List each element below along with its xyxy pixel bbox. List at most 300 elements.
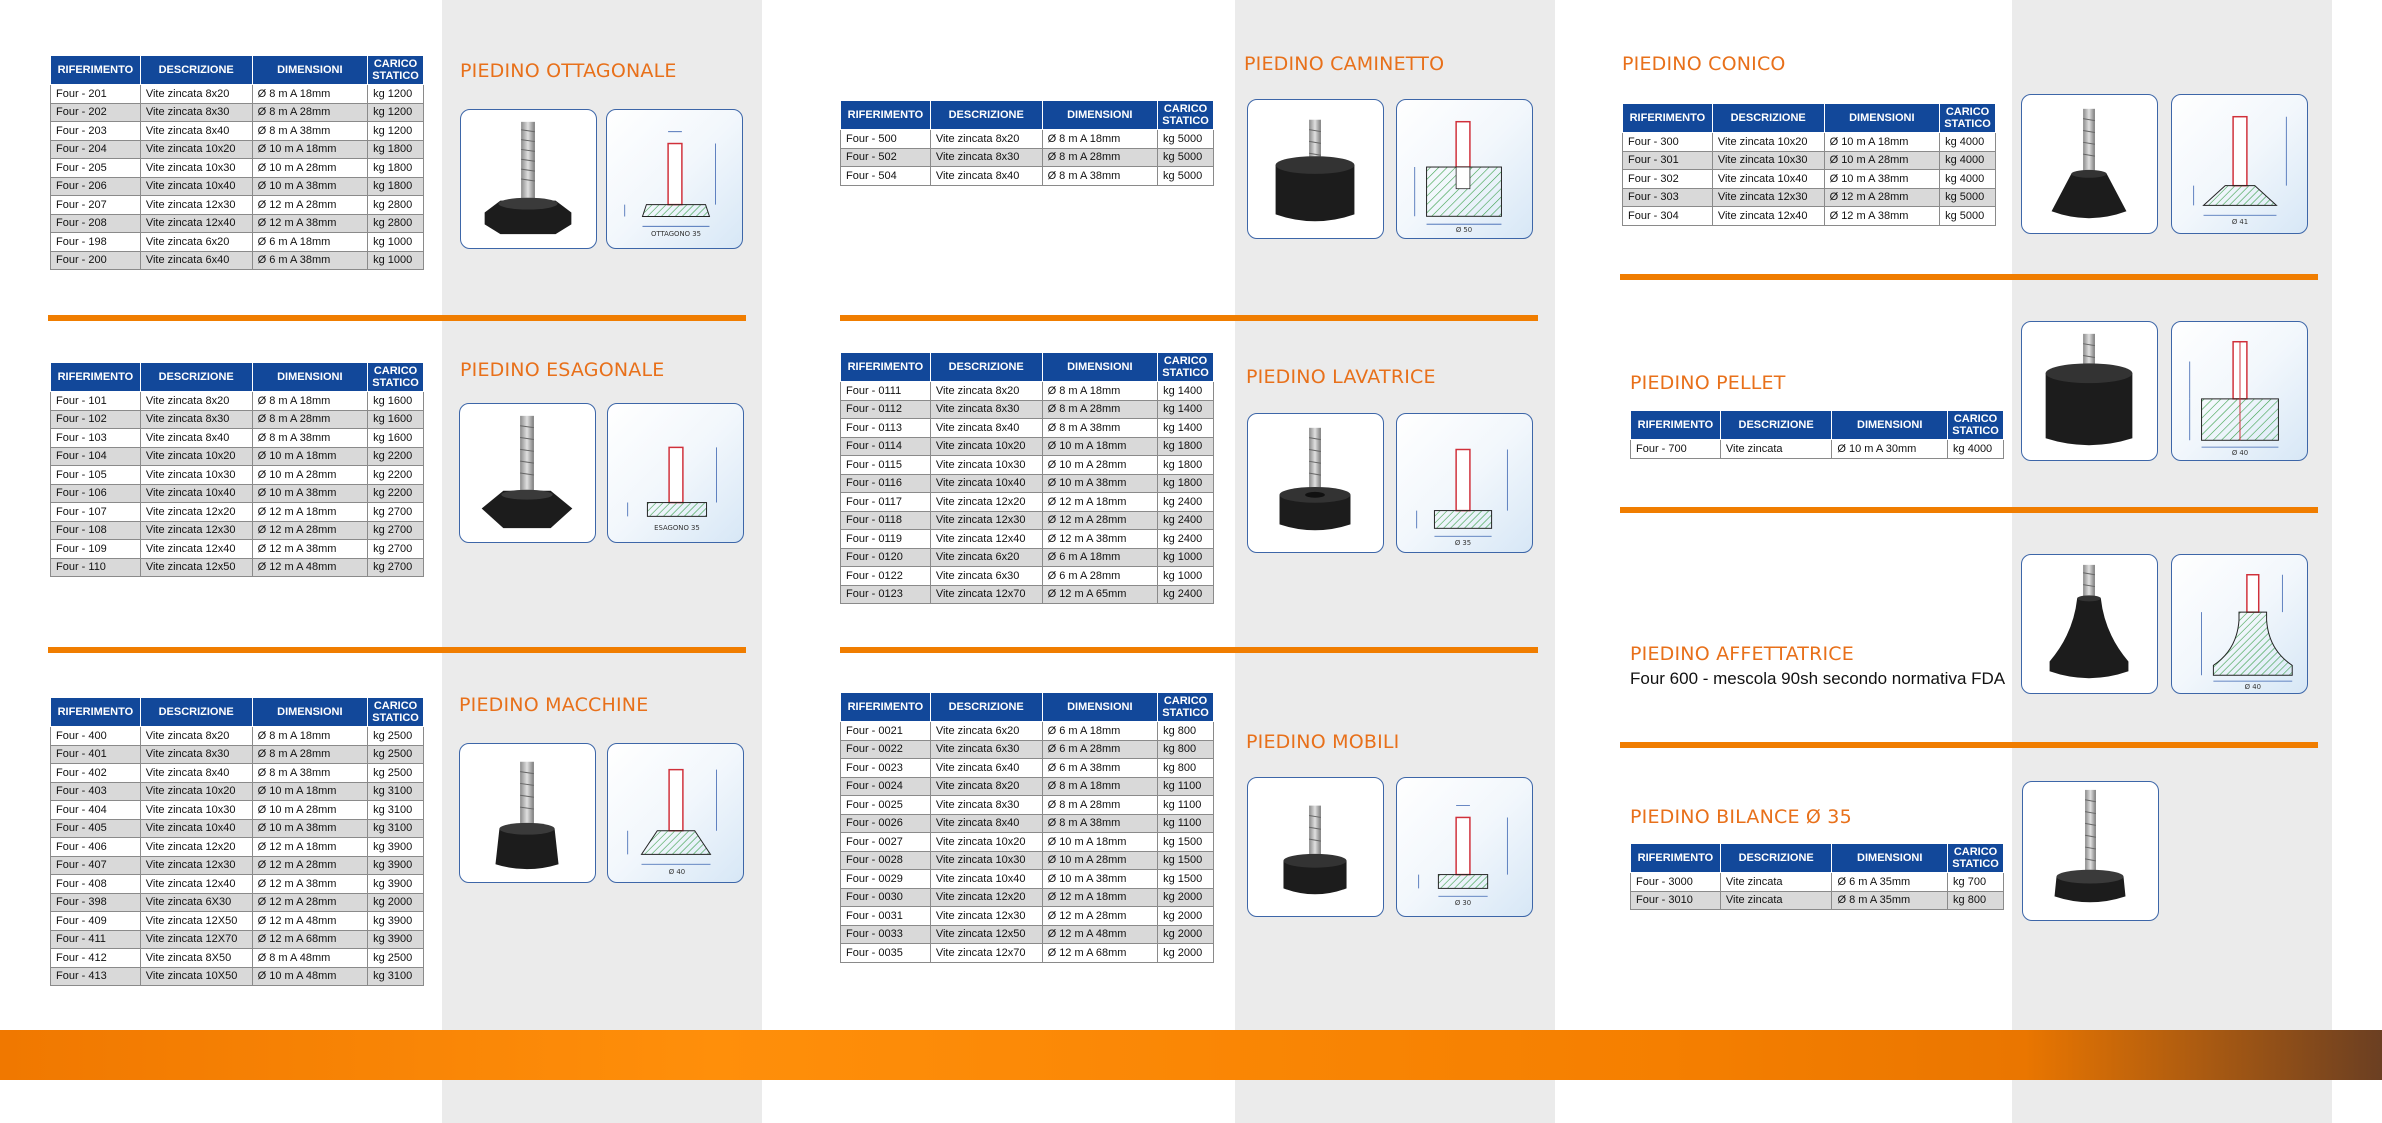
cell-dimensioni: Ø 8 m A 18mm [252,85,367,104]
table-row [51,503,424,522]
cell-descrizione: Vite zincata [1720,891,1832,910]
title-macchine: PIEDINO MACCHINE [459,694,649,716]
cell-carico: kg 2400 [1158,585,1214,604]
cell-dimensioni: Ø 8 m A 28mm [1042,148,1157,167]
cell-dimensioni: Ø 8 m A 38mm [1042,167,1157,186]
cell-riferimento: Four - 403 [51,782,141,801]
cell-dimensioni: Ø 12 m A 18mm [1042,888,1157,907]
header-descrizione: DESCRIZIONE [930,101,1042,130]
table-row [841,567,1214,586]
cell-riferimento: Four - 207 [51,196,141,215]
cell-dimensioni: Ø 8 m A 18mm [1042,777,1157,796]
cell-carico: kg 1500 [1158,851,1214,870]
cell-riferimento: Four - 200 [51,251,141,270]
title-bilance: PIEDINO BILANCE Ø 35 [1630,806,1852,828]
cell-riferimento: Four - 0031 [841,907,931,926]
table-row [841,130,1214,149]
table-row [51,782,424,801]
cell-carico: kg 3900 [368,838,424,857]
cell-riferimento: Four - 0117 [841,493,931,512]
table-row [51,159,424,178]
cell-descrizione: Vite zincata 10x40 [930,870,1042,889]
table-row [51,521,424,540]
cell-riferimento: Four - 0021 [841,722,931,741]
cell-dimensioni: Ø 10 m A 28mm [252,466,367,485]
cell-descrizione: Vite zincata 10x40 [140,819,252,838]
cell-carico: kg 2200 [368,466,424,485]
cell-carico: kg 1200 [368,103,424,122]
separator [1620,742,2318,748]
cell-dimensioni: Ø 12 m A 48mm [252,912,367,931]
title-affettatrice: PIEDINO AFFETTATRICE [1630,643,1854,665]
drawing-label-esagonale: ESAGONO 35 [654,524,700,533]
table-row [841,511,1214,530]
cell-dimensioni: Ø 10 m A 28mm [1042,851,1157,870]
header-dimensioni: DIMENSIONI [252,698,367,727]
table-row [51,233,424,252]
table-row [841,796,1214,815]
table-row [51,912,424,931]
cell-descrizione: Vite zincata 10x40 [930,474,1042,493]
table-row [841,740,1214,759]
title-esagonale: PIEDINO ESAGONALE [460,359,665,381]
cell-carico: kg 1600 [368,392,424,411]
bottom-orange-band [0,1030,2382,1080]
cell-descrizione: Vite zincata 10x30 [140,466,252,485]
table-row [51,558,424,577]
cell-descrizione: Vite zincata 8x30 [930,148,1042,167]
table-row [841,419,1214,438]
cell-descrizione: Vite zincata 8x40 [930,167,1042,186]
cell-riferimento: Four - 0123 [841,585,931,604]
table-row [51,819,424,838]
cell-carico: kg 3900 [368,875,424,894]
cell-dimensioni: Ø 12 m A 28mm [252,856,367,875]
cell-descrizione: Vite zincata 8X50 [140,949,252,968]
table-row [51,875,424,894]
photo-bilance [2022,781,2159,921]
cell-carico: kg 2000 [1158,925,1214,944]
cell-dimensioni: Ø 10 m A 18mm [1824,133,1939,152]
table-row [841,759,1214,778]
cell-riferimento: Four - 105 [51,466,141,485]
cell-carico: kg 4000 [1940,133,1996,152]
cell-riferimento: Four - 0029 [841,870,931,889]
header-descrizione: DESCRIZIONE [140,56,252,85]
drawing-macchine [607,743,744,883]
cell-dimensioni: Ø 12 m A 38mm [252,214,367,233]
cell-dimensioni: Ø 6 m A 18mm [1042,722,1157,741]
table-pellet [1630,410,2004,459]
cell-riferimento: Four - 0023 [841,759,931,778]
drawing-label-ottagonale: OTTAGONO 35 [650,230,701,239]
cell-riferimento: Four - 0027 [841,833,931,852]
cell-riferimento: Four - 206 [51,177,141,196]
cell-carico: kg 800 [1158,759,1214,778]
drawing-esagonale [607,403,744,543]
cell-dimensioni: Ø 12 m A 28mm [1824,188,1939,207]
photo-ottagonale [460,109,597,249]
cell-riferimento: Four - 201 [51,85,141,104]
cell-riferimento: Four - 203 [51,122,141,141]
cell-descrizione: Vite zincata 12x20 [930,493,1042,512]
cell-descrizione: Vite zincata 12x20 [140,838,252,857]
cell-riferimento: Four - 409 [51,912,141,931]
table-row [51,122,424,141]
cell-dimensioni: Ø 10 m A 30mm [1832,440,1948,459]
cell-dimensioni: Ø 8 m A 18mm [1042,130,1157,149]
cell-riferimento: Four - 104 [51,447,141,466]
cell-dimensioni: Ø 12 m A 28mm [252,893,367,912]
cell-riferimento: Four - 411 [51,930,141,949]
cell-riferimento: Four - 0119 [841,530,931,549]
cell-carico: kg 1800 [1158,456,1214,475]
cell-riferimento: Four - 700 [1631,440,1721,459]
table-row [51,764,424,783]
cell-dimensioni: Ø 8 m A 28mm [1042,400,1157,419]
cell-descrizione: Vite zincata 10x20 [140,782,252,801]
cell-dimensioni: Ø 6 m A 18mm [252,233,367,252]
cell-riferimento: Four - 408 [51,875,141,894]
cell-carico: kg 1100 [1158,814,1214,833]
cell-riferimento: Four - 406 [51,838,141,857]
cell-carico: kg 5000 [1158,148,1214,167]
header-dimensioni: DIMENSIONI [252,363,367,392]
table-row [51,214,424,233]
table-row [841,870,1214,889]
header-carico-statico: CARICO STATICO [1948,844,2004,873]
cell-dimensioni: Ø 12 m A 28mm [252,196,367,215]
cell-dimensioni: Ø 10 m A 48mm [252,967,367,986]
table-lavatrice [840,352,1214,604]
cell-carico: kg 1200 [368,122,424,141]
table-row [51,745,424,764]
cell-carico: kg 1500 [1158,833,1214,852]
cell-carico: kg 2800 [368,196,424,215]
header-descrizione: DESCRIZIONE [140,698,252,727]
cell-dimensioni: Ø 12 m A 28mm [1042,907,1157,926]
cell-descrizione: Vite zincata 6x20 [930,548,1042,567]
table-row [1623,170,1996,189]
header-riferimento: RIFERIMENTO [51,56,141,85]
cell-dimensioni: Ø 8 m A 38mm [252,764,367,783]
header-carico-statico: CARICO STATICO [368,363,424,392]
separator [48,315,746,321]
table-row [841,585,1214,604]
separator [48,647,746,653]
cell-dimensioni: Ø 10 m A 38mm [252,484,367,503]
cell-descrizione: Vite zincata 8x40 [930,814,1042,833]
cell-carico: kg 2700 [368,540,424,559]
table-row [841,814,1214,833]
header-carico-statico: CARICO STATICO [1948,411,2004,440]
cell-descrizione: Vite zincata 8x40 [140,764,252,783]
cell-descrizione: Vite zincata 12x20 [140,503,252,522]
table-row [1623,207,1996,226]
table-row [1631,440,2004,459]
header-dimensioni: DIMENSIONI [1832,411,1948,440]
cell-riferimento: Four - 303 [1623,188,1713,207]
cell-descrizione: Vite zincata 12x40 [930,530,1042,549]
cell-riferimento: Four - 3010 [1631,891,1721,910]
cell-descrizione: Vite zincata 12x20 [930,888,1042,907]
cell-carico: kg 5000 [1158,130,1214,149]
cell-carico: kg 2400 [1158,511,1214,530]
table-row [841,400,1214,419]
cell-carico: kg 2500 [368,764,424,783]
cell-riferimento: Four - 504 [841,167,931,186]
cell-carico: kg 1800 [368,140,424,159]
title-mobili: PIEDINO MOBILI [1246,731,1400,753]
cell-carico: kg 800 [1158,722,1214,741]
table-row [51,429,424,448]
header-carico-statico: CARICO STATICO [1158,353,1214,382]
cell-descrizione: Vite zincata 10x20 [1712,133,1824,152]
cell-carico: kg 3100 [368,782,424,801]
drawing-label-affettatrice: Ø 40 [2244,683,2261,692]
cell-carico: kg 4000 [1948,440,2004,459]
table-row [841,530,1214,549]
cell-dimensioni: Ø 8 m A 35mm [1832,891,1948,910]
cell-carico: kg 1500 [1158,870,1214,889]
cell-descrizione: Vite zincata [1720,873,1832,892]
cell-carico: kg 5000 [1158,167,1214,186]
cell-descrizione: Vite zincata 12X70 [140,930,252,949]
table-row [841,851,1214,870]
cell-riferimento: Four - 502 [841,148,931,167]
cell-dimensioni: Ø 12 m A 18mm [252,838,367,857]
cell-carico: kg 2500 [368,745,424,764]
drawing-lavatrice [1396,413,1533,553]
cell-carico: kg 2200 [368,447,424,466]
cell-carico: kg 3100 [368,819,424,838]
drawing-label-mobili: Ø 30 [1454,899,1472,908]
header-carico-statico: CARICO STATICO [368,698,424,727]
cell-riferimento: Four - 3000 [1631,873,1721,892]
cell-carico: kg 3900 [368,912,424,931]
cell-carico: kg 2400 [1158,493,1214,512]
cell-dimensioni: Ø 8 m A 38mm [1042,814,1157,833]
cell-descrizione: Vite zincata 12x70 [930,944,1042,963]
table-row [841,382,1214,401]
title-lavatrice: PIEDINO LAVATRICE [1246,366,1436,388]
cell-dimensioni: Ø 10 m A 28mm [252,159,367,178]
cell-descrizione: Vite zincata 8x20 [140,85,252,104]
cell-riferimento: Four - 0026 [841,814,931,833]
cell-riferimento: Four - 0122 [841,567,931,586]
table-row [51,967,424,986]
separator [840,647,1538,653]
table-row [51,447,424,466]
cell-dimensioni: Ø 8 m A 28mm [252,410,367,429]
cell-descrizione: Vite zincata 12x40 [140,875,252,894]
cell-dimensioni: Ø 8 m A 38mm [1042,419,1157,438]
cell-dimensioni: Ø 12 m A 18mm [252,503,367,522]
cell-dimensioni: Ø 12 m A 38mm [252,540,367,559]
cell-descrizione: Vite zincata 6x30 [930,567,1042,586]
title-pellet: PIEDINO PELLET [1630,372,1786,394]
cell-dimensioni: Ø 10 m A 18mm [252,140,367,159]
cell-carico: kg 2000 [368,893,424,912]
cell-dimensioni: Ø 6 m A 38mm [252,251,367,270]
cell-dimensioni: Ø 12 m A 38mm [1824,207,1939,226]
cell-descrizione: Vite zincata 12x30 [140,856,252,875]
drawing-mobili [1396,777,1533,917]
cell-dimensioni: Ø 8 m A 38mm [252,122,367,141]
cell-carico: kg 2800 [368,214,424,233]
cell-descrizione: Vite zincata 12x40 [140,214,252,233]
cell-riferimento: Four - 0113 [841,419,931,438]
cell-riferimento: Four - 101 [51,392,141,411]
cell-dimensioni: Ø 8 m A 48mm [252,949,367,968]
cell-carico: kg 1000 [368,233,424,252]
table-row [51,103,424,122]
cell-riferimento: Four - 204 [51,140,141,159]
table-row [1631,873,2004,892]
cell-carico: kg 3100 [368,801,424,820]
header-riferimento: RIFERIMENTO [841,693,931,722]
cell-dimensioni: Ø 8 m A 18mm [252,727,367,746]
table-row [841,722,1214,741]
photo-esagonale [459,403,596,543]
table-row [51,251,424,270]
drawing-affettatrice [2171,554,2308,694]
header-descrizione: DESCRIZIONE [1712,104,1824,133]
cell-dimensioni: Ø 10 m A 38mm [252,177,367,196]
header-carico-statico: CARICO STATICO [1158,101,1214,130]
cell-dimensioni: Ø 12 m A 68mm [1042,944,1157,963]
header-riferimento: RIFERIMENTO [841,353,931,382]
cell-riferimento: Four - 0116 [841,474,931,493]
table-row [51,196,424,215]
table-esagonale [50,362,424,577]
cell-riferimento: Four - 108 [51,521,141,540]
table-row [841,148,1214,167]
cell-riferimento: Four - 0024 [841,777,931,796]
table-row [1623,151,1996,170]
cell-descrizione: Vite zincata 12x30 [140,196,252,215]
header-descrizione: DESCRIZIONE [140,363,252,392]
cell-carico: kg 2400 [1158,530,1214,549]
separator [1620,274,2318,280]
cell-riferimento: Four - 205 [51,159,141,178]
cell-dimensioni: Ø 12 m A 65mm [1042,585,1157,604]
cell-descrizione: Vite zincata 12x40 [140,540,252,559]
cell-descrizione: Vite zincata 10x30 [930,456,1042,475]
cell-carico: kg 1100 [1158,796,1214,815]
cell-riferimento: Four - 0030 [841,888,931,907]
cell-descrizione: Vite zincata 8x40 [140,429,252,448]
cell-riferimento: Four - 103 [51,429,141,448]
cell-descrizione: Vite zincata 10x40 [1712,170,1824,189]
cell-riferimento: Four - 208 [51,214,141,233]
cell-carico: kg 2500 [368,949,424,968]
cell-descrizione: Vite zincata 10x20 [140,140,252,159]
table-row [51,801,424,820]
title-ottagonale: PIEDINO OTTAGONALE [460,60,677,82]
cell-descrizione: Vite zincata 8x30 [140,410,252,429]
cell-riferimento: Four - 110 [51,558,141,577]
cell-dimensioni: Ø 10 m A 28mm [252,801,367,820]
cell-carico: kg 2700 [368,521,424,540]
drawing-ottagonale [606,109,743,249]
table-bilance [1630,843,2004,910]
cell-dimensioni: Ø 8 m A 18mm [252,392,367,411]
header-descrizione: DESCRIZIONE [930,353,1042,382]
table-row [1623,133,1996,152]
cell-dimensioni: Ø 10 m A 28mm [1042,456,1157,475]
cell-carico: kg 1000 [368,251,424,270]
cell-carico: kg 2000 [1158,944,1214,963]
cell-dimensioni: Ø 6 m A 28mm [1042,567,1157,586]
cell-carico: kg 2200 [368,484,424,503]
cell-carico: kg 1100 [1158,777,1214,796]
cell-carico: kg 1600 [368,429,424,448]
cell-dimensioni: Ø 12 m A 18mm [1042,493,1157,512]
header-dimensioni: DIMENSIONI [1824,104,1939,133]
cell-descrizione: Vite zincata 12x30 [1712,188,1824,207]
cell-riferimento: Four - 0025 [841,796,931,815]
cell-riferimento: Four - 202 [51,103,141,122]
table-row [841,493,1214,512]
table-row [51,930,424,949]
cell-riferimento: Four - 106 [51,484,141,503]
header-descrizione: DESCRIZIONE [930,693,1042,722]
cell-riferimento: Four - 300 [1623,133,1713,152]
cell-riferimento: Four - 0118 [841,511,931,530]
cell-dimensioni: Ø 8 m A 38mm [252,429,367,448]
table-row [841,925,1214,944]
header-dimensioni: DIMENSIONI [1832,844,1948,873]
cell-riferimento: Four - 102 [51,410,141,429]
cell-carico: kg 4000 [1940,170,1996,189]
cell-descrizione: Vite zincata 6x40 [140,251,252,270]
cell-riferimento: Four - 412 [51,949,141,968]
header-carico-statico: CARICO STATICO [1158,693,1214,722]
cell-descrizione: Vite zincata 12x30 [930,907,1042,926]
cell-carico: kg 3100 [368,967,424,986]
cell-carico: kg 3900 [368,930,424,949]
cell-riferimento: Four - 405 [51,819,141,838]
photo-affettatrice [2021,554,2158,694]
table-row [841,907,1214,926]
cell-descrizione: Vite zincata 12x40 [1712,207,1824,226]
drawing-label-conico: Ø 41 [2231,218,2249,227]
cell-dimensioni: Ø 6 m A 18mm [1042,548,1157,567]
table-row [1631,891,2004,910]
cell-carico: kg 3900 [368,856,424,875]
cell-carico: kg 1000 [1158,567,1214,586]
cell-descrizione: Vite zincata 8x30 [930,796,1042,815]
cell-descrizione: Vite zincata 6x20 [930,722,1042,741]
header-riferimento: RIFERIMENTO [1631,411,1721,440]
cell-descrizione: Vite zincata 12x30 [140,521,252,540]
table-row [51,484,424,503]
cell-carico: kg 800 [1158,740,1214,759]
cell-carico: kg 2000 [1158,888,1214,907]
cell-dimensioni: Ø 10 m A 18mm [252,782,367,801]
separator [1620,507,2318,513]
cell-dimensioni: Ø 8 m A 28mm [1042,796,1157,815]
table-row [841,437,1214,456]
cell-riferimento: Four - 0114 [841,437,931,456]
cell-descrizione: Vite zincata 8x30 [140,103,252,122]
cell-dimensioni: Ø 10 m A 38mm [252,819,367,838]
cell-descrizione: Vite zincata 6X30 [140,893,252,912]
cell-riferimento: Four - 301 [1623,151,1713,170]
cell-descrizione: Vite zincata 10x40 [140,177,252,196]
cell-descrizione: Vite zincata 8x30 [930,400,1042,419]
